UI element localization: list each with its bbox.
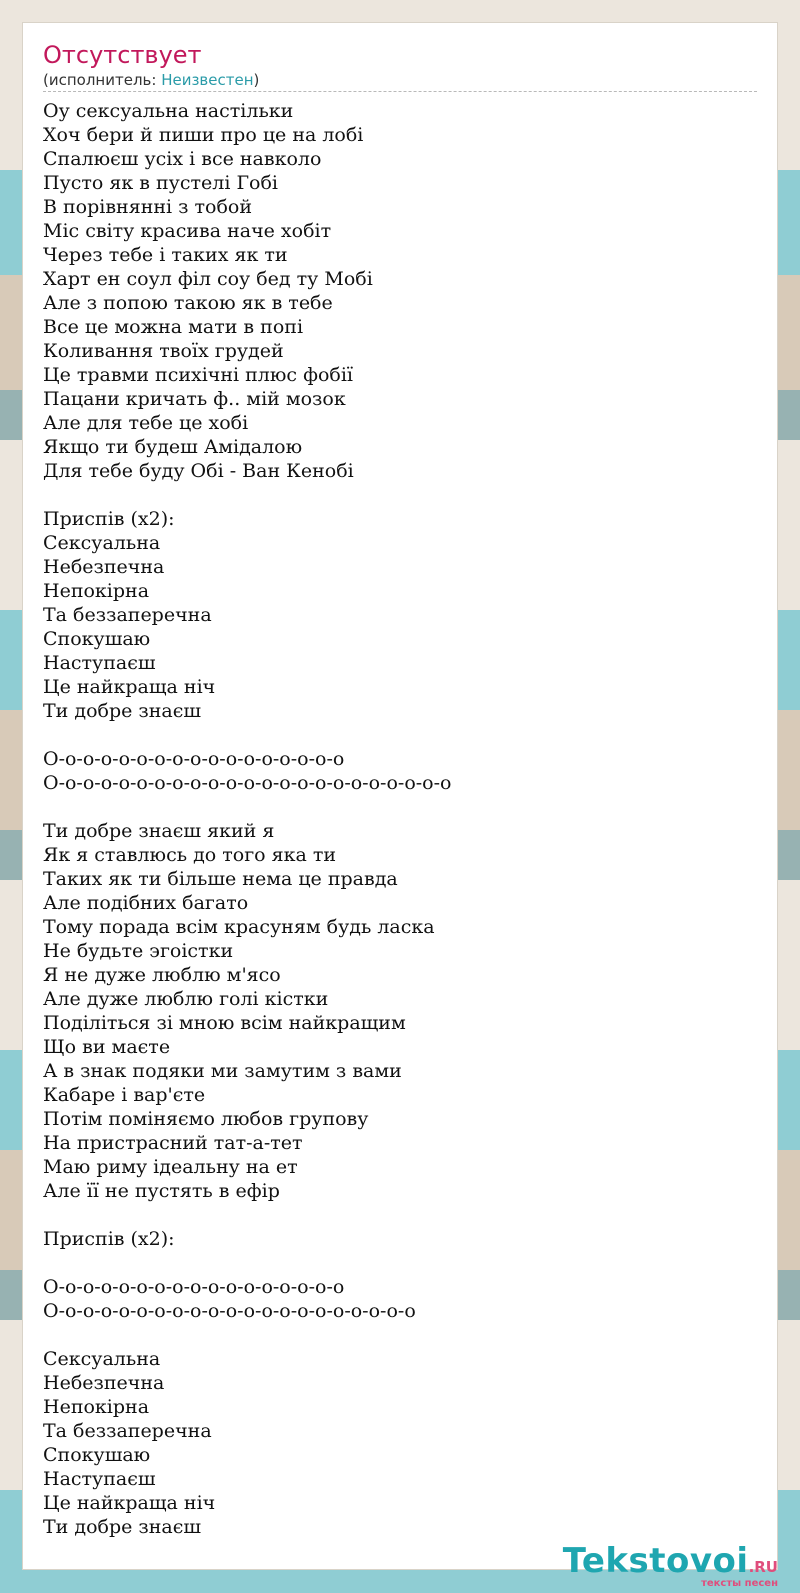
lyric-line: [43, 723, 753, 747]
lyric-line: Приспів (х2):: [43, 508, 175, 530]
title-divider: [43, 91, 757, 92]
lyric-line: [43, 1251, 753, 1275]
lyric-line: Поділіться зі мною всім найкращим: [43, 1012, 406, 1034]
lyric-line: Ти добре знаєш: [43, 1516, 202, 1538]
lyric-line: Міс світу красива наче хобіт: [43, 220, 332, 242]
lyric-line: Але для тебе це хобі: [43, 412, 249, 434]
lyric-line: Небезпечна: [43, 556, 165, 578]
lyric-line: Таких як ти більше нема це правда: [43, 868, 398, 890]
lyric-line: Не будьте эгоістки: [43, 940, 234, 962]
lyric-line: [43, 1203, 753, 1227]
lyric-line: Спокушаю: [43, 1444, 151, 1466]
lyric-line: Приспів (х2):: [43, 1228, 175, 1250]
lyric-line: Як я ставлюсь до того яка ти: [43, 844, 337, 866]
lyric-line: Якщо ти будеш Амідалою: [43, 436, 303, 458]
lyric-line: Пусто як в пустелі Гобі: [43, 172, 278, 194]
lyric-line: Це найкраща ніч: [43, 1492, 216, 1514]
lyric-line: Спокушаю: [43, 628, 151, 650]
lyrics-card: [22, 22, 778, 1570]
lyric-line: Непокірна: [43, 580, 150, 602]
lyric-line: Це травми психічні плюс фобії: [43, 364, 353, 386]
lyric-line: О-о-о-о-о-о-о-о-о-о-о-о-о-о-о-о-о-о-о-о-о-о-о: [43, 772, 452, 794]
lyric-line: Але з попою такою як в тебе: [43, 292, 333, 314]
logo-tagline: тексты песен: [701, 1578, 778, 1589]
site-logo[interactable]: [563, 1543, 778, 1579]
lyric-line: Пацани кричать ф.. мій мозок: [43, 388, 346, 410]
lyric-line: Харт ен соул філ соу бед ту Мобі: [43, 268, 373, 290]
lyric-line: Маю риму ідеальну на ет: [43, 1156, 298, 1178]
lyric-line: Але подібних багато: [43, 892, 249, 914]
lyric-line: О-о-о-о-о-о-о-о-о-о-о-о-о-о-о-о-о: [43, 1276, 345, 1298]
lyric-line: Сексуальна: [43, 532, 161, 554]
lyric-line: [43, 483, 753, 507]
artist-prefix: (исполнитель:: [43, 71, 162, 89]
lyric-line: В порівнянні з тобой: [43, 196, 253, 218]
lyric-line: О-о-о-о-о-о-о-о-о-о-о-о-о-о-о-о-о: [43, 748, 345, 770]
lyric-line: Для тебе буду Обі - Ван Кенобі: [43, 460, 354, 482]
artist-line: [43, 71, 259, 89]
lyric-line: Ти добре знаєш: [43, 700, 202, 722]
lyric-line: Кабаре і вар'єте: [43, 1084, 206, 1106]
lyric-line: Небезпечна: [43, 1372, 165, 1394]
logo-tld: .RU: [748, 1558, 778, 1576]
lyric-line: Але дуже люблю голі кістки: [43, 988, 329, 1010]
lyric-line: Все це можна мати в попі: [43, 316, 304, 338]
lyric-line: Але її не пустять в ефір: [43, 1180, 280, 1202]
artist-suffix: ): [253, 71, 260, 89]
lyric-line: А в знак подяки ми замутим з вами: [43, 1060, 402, 1082]
lyric-line: Ти добре знаєш який я: [43, 820, 275, 842]
lyric-line: Та беззаперечна: [43, 604, 212, 626]
lyric-line: [43, 795, 753, 819]
lyric-line: Наступаєш: [43, 652, 156, 674]
lyric-line: Це найкраща ніч: [43, 676, 216, 698]
logo-name: Tekstovoi: [562, 1541, 749, 1581]
lyric-line: Оу сексуальна настільки: [43, 100, 294, 122]
lyric-line: Наступаєш: [43, 1468, 156, 1490]
lyric-line: Спалюєш усіх і все навколо: [43, 148, 322, 170]
artist-link[interactable]: Неизвестен: [161, 71, 254, 89]
lyric-line: Я не дуже люблю м'ясо: [43, 964, 281, 986]
lyric-line: Коливання твоїх грудей: [43, 340, 284, 362]
lyric-line: Потім поміняємо любов групову: [43, 1108, 369, 1130]
lyric-line: Сексуальна: [43, 1348, 161, 1370]
song-title: Отсутствует: [43, 41, 202, 69]
lyrics-text: [43, 99, 753, 1539]
lyric-line: На пристрасний тат-а-тет: [43, 1132, 303, 1154]
lyric-line: [43, 1323, 753, 1347]
lyric-line: Непокірна: [43, 1396, 150, 1418]
lyric-line: Тому порада всім красуням будь ласка: [43, 916, 435, 938]
lyric-line: Та беззаперечна: [43, 1420, 212, 1442]
lyric-line: Хоч бери й пиши про це на лобі: [43, 124, 364, 146]
lyric-line: О-о-о-о-о-о-о-о-о-о-о-о-о-о-о-о-о-о-о-о-о: [43, 1300, 416, 1322]
lyric-line: Що ви маєте: [43, 1036, 171, 1058]
lyric-line: Через тебе і таких як ти: [43, 244, 288, 266]
